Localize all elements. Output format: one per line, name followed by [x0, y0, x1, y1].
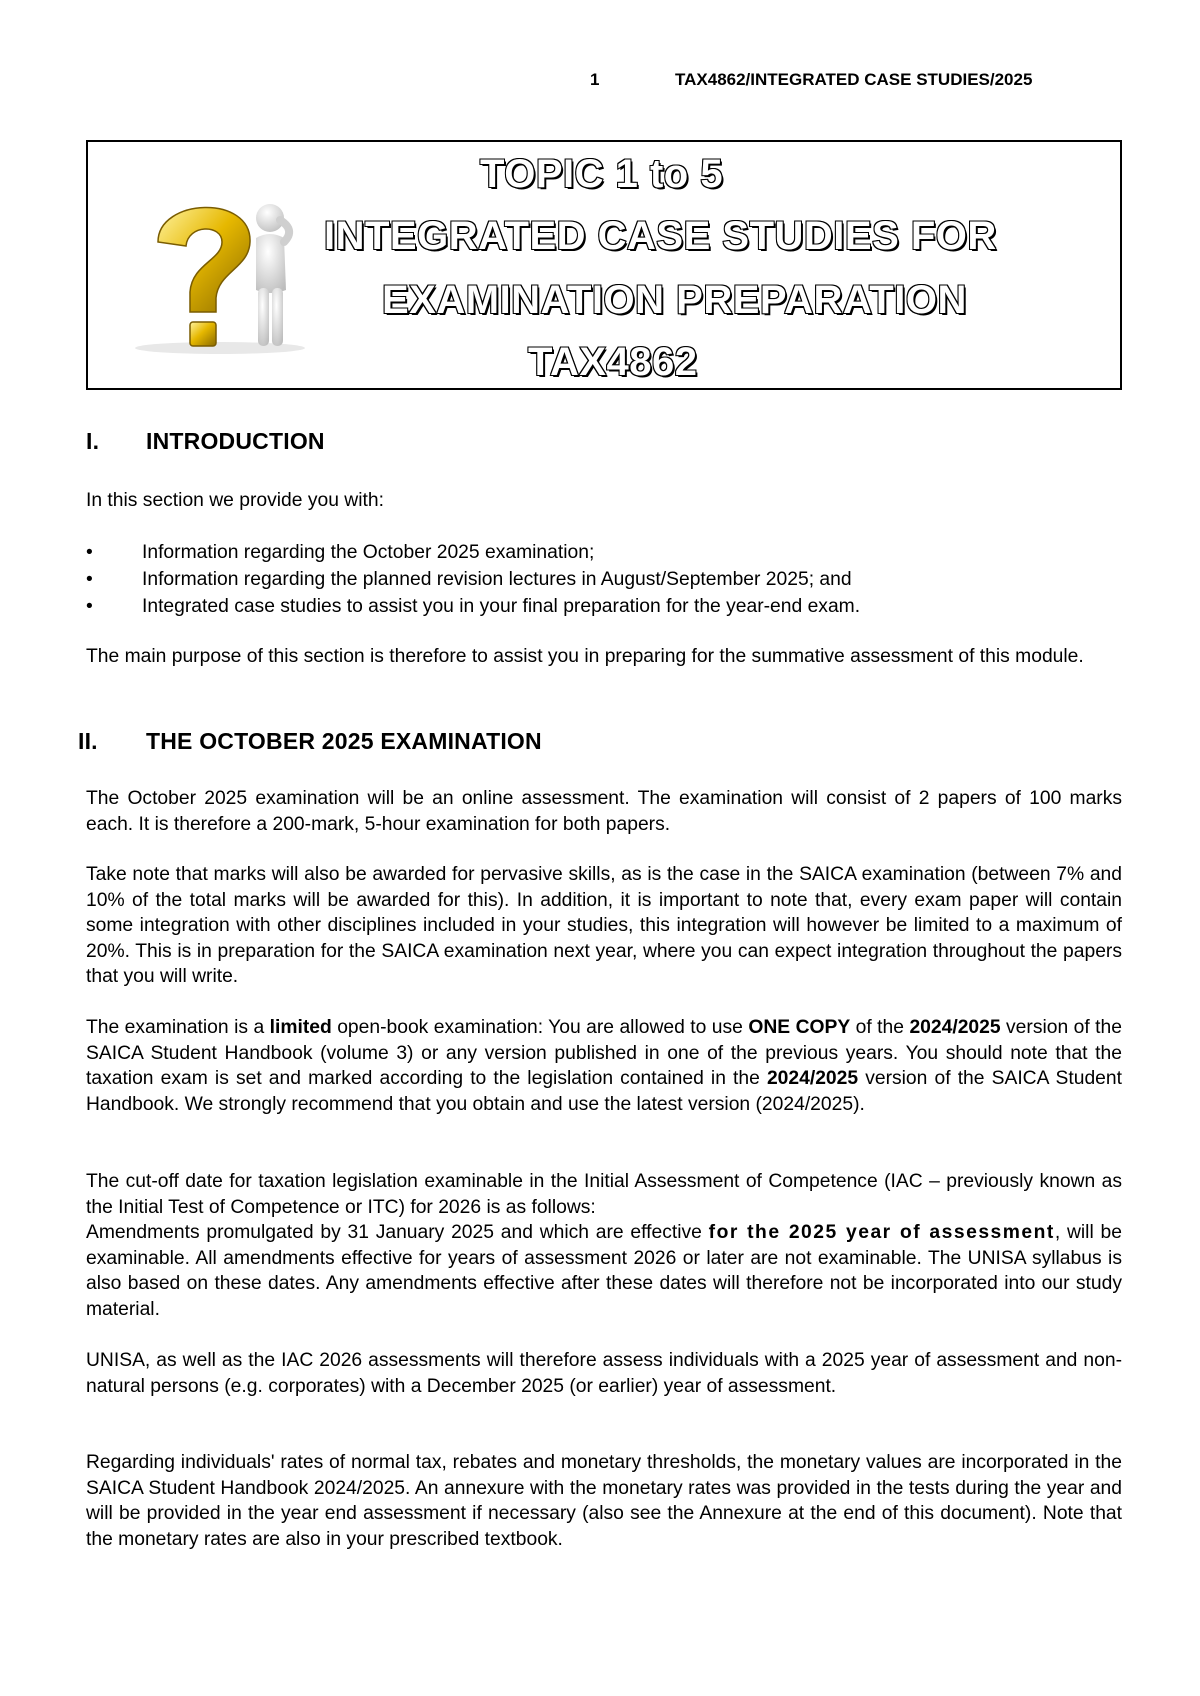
section-number: II. [78, 728, 98, 754]
list-item: • Integrated case studies to assist you in your final preparation for the year-end exam. [86, 593, 1122, 620]
emphasis-version: 2024/2025 [909, 1017, 1001, 1038]
section-heading-introduction [86, 428, 986, 458]
emphasis-one-copy: ONE COPY [748, 1017, 851, 1038]
topic-banner [86, 140, 1122, 390]
banner-line-exam-prep: EXAMINATION PREPARATION [382, 278, 967, 322]
section-title: INTRODUCTION [146, 428, 325, 454]
banner-line-topic: TOPIC 1 to 5 [480, 152, 724, 196]
page-header [0, 70, 1200, 92]
list-item: • Information regarding the planned revision lectures in August/September 2025; and [86, 566, 1122, 593]
section-heading-october-exam [78, 728, 978, 758]
bullet-icon: • [86, 569, 93, 590]
exam-paragraph-format: The October 2025 examination will be an online assessment. The examination will consist of 2 papers of 100 marks each. It is therefore a 200-mark, 5-hour examination for both papers. [86, 788, 1122, 835]
document-title: TAX4862/INTEGRATED CASE STUDIES/2025 [675, 70, 1033, 89]
list-item: • Information regarding the October 2025 examination; [86, 539, 1122, 566]
banner-line-module-code: TAX4862 [528, 340, 698, 384]
page-number: 1 [590, 70, 600, 89]
bullet-icon: • [86, 542, 93, 563]
section-number: I. [86, 428, 100, 454]
intro-lead: In this section we provide you with: [86, 490, 384, 511]
exam-paragraph-pervasive-skills: Take note that marks will also be awarded for pervasive skills, as is the case in the SAICA examination (between 7% and 10% of the total marks will be awarded for this). In addition, it is important to note that, every exam paper will contain some integration with other disciplines included in your studies, this integration will however be limited to a maximum of 20%. This is in preparation for the SAICA examination next year, where you can expect integration throughout the papers that you will write. [86, 864, 1122, 987]
banner-line-case-studies: INTEGRATED CASE STUDIES FOR [324, 214, 997, 258]
bullet-icon: • [86, 596, 93, 617]
exam-paragraph-assessment-scope: UNISA, as well as the IAC 2026 assessments will therefore assess individuals with a 2025 year of assessment and non-natural persons (e.g. corporates) with a December 2025 (or earlier) year of assessment. [86, 1350, 1122, 1397]
exam-paragraph-open-book: The examination is a limited open-book examination: You are allowed to use ONE COPY of the 2024/2025 version of the SAICA Student Handbook (volume 3) or any version published in one of the previous years. You should note that the taxation exam is set and marked according to the legislation contained in the 2024/2025 version of the SAICA Student Handbook. We strongly recommend that you obtain and use the latest version (2024/2025). [86, 1017, 1122, 1115]
emphasis-year-of-assessment: for the 2025 year of assessment [708, 1222, 1055, 1243]
emphasis-version: 2024/2025 [766, 1068, 859, 1089]
exam-paragraph-cut-off-date: The cut-off date for taxation legislation examinable in the Initial Assessment of Competence (IAC – previously known as the Initial Test of Competence or ITC) for 2026 is as follows: Amendments promulgated by 31 January 2025 and which are effective for the 2025 year of assessment, will be examinable. All amendments effective for years of assessment 2026 or later are not examinable. The UNISA syllabus is also based on these dates. Any amendments effective after these dates will therefore not be incorporated into our study material. [86, 1171, 1122, 1320]
intro-purpose: The main purpose of this section is therefore to assist you in preparing for the summative assessment of this module. [86, 646, 1084, 667]
section-title: THE OCTOBER 2025 EXAMINATION [146, 728, 542, 754]
intro-bullet-list [86, 539, 1122, 620]
question-mark-figure-icon [110, 180, 310, 355]
exam-paragraph-monetary-rates: Regarding individuals' rates of normal tax, rebates and monetary thresholds, the monetary values are incorporated in the SAICA Student Handbook 2024/2025. An annexure with the monetary rates was provided in the tests during the year and will be provided in the year end assessment if necessary (also see the Annexure at the end of this document). Note that the monetary rates are also in your prescribed textbook. [86, 1452, 1122, 1550]
emphasis-limited: limited [269, 1017, 332, 1038]
